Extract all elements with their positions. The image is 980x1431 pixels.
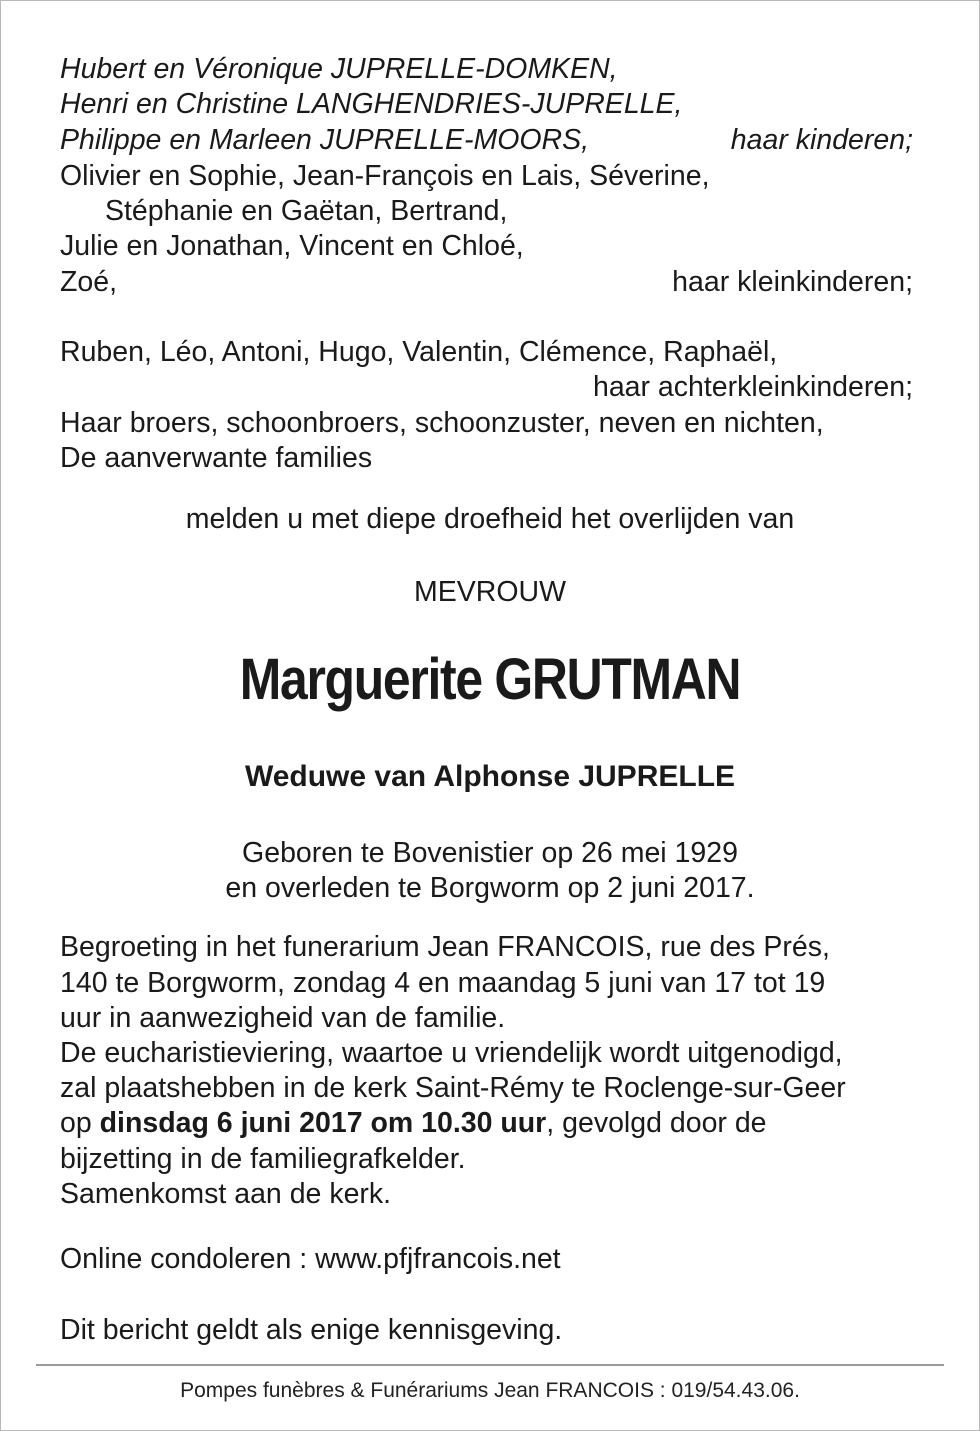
child-line-2: Henri en Christine LANGHENDRIES-JUPRELLE,	[60, 88, 683, 120]
relatives-line-2: De aanverwante families	[60, 442, 373, 474]
great-grandchild-line: Ruben, Léo, Antoni, Hugo, Valentin, Clémence, Raphaël,	[60, 336, 778, 368]
details-line-6-suffix: , gevolgd door de	[546, 1107, 767, 1139]
details-line-4: De eucharistieviering, waartoe u vriendelijk wordt uitgenodigd,	[60, 1037, 843, 1069]
details-line-3: uur in aanwezigheid van de familie.	[60, 1002, 506, 1034]
details-line-8: Samenkomst aan de kerk.	[60, 1178, 392, 1210]
child-line-1: Hubert en Véronique JUPRELLE-DOMKEN,	[60, 53, 618, 85]
child-line-3: Philippe en Marleen JUPRELLE-MOORS,	[60, 124, 590, 156]
footer-divider	[36, 1364, 944, 1366]
details-line-6-prefix: op	[60, 1107, 100, 1139]
details-line-6	[60, 1106, 767, 1141]
deceased-name: Marguerite GRUTMAN	[239, 647, 741, 712]
condolence-link: Online condoleren : www.pfjfrancois.net	[60, 1243, 561, 1275]
grandchild-line-3: Julie en Jonathan, Vincent en Chloé,	[60, 230, 524, 262]
announcement: melden u met diepe droefheid het overlijden van	[185, 503, 795, 535]
grandchild-line-1: Olivier en Sophie, Jean-François en Lais, Séverine,	[60, 160, 710, 192]
birth-line: Geboren te Bovenistier op 26 mei 1929	[242, 837, 738, 869]
details-line-1: Begroeting in het funerarium Jean FRANCOIS, rue des Prés,	[60, 931, 830, 963]
footer: Pompes funèbres & Funérariums Jean FRANCOIS : 019/54.43.06.	[180, 1379, 800, 1402]
great-grandchildren-relation: haar achterkleinkinderen;	[592, 371, 913, 403]
ceremony-date: dinsdag 6 juni 2017 om 10.30 uur	[99, 1107, 547, 1139]
grandchild-line-2: Stéphanie en Gaëtan, Bertrand,	[105, 195, 508, 227]
children-relation: haar kinderen;	[730, 124, 913, 156]
grandchildren-relation: haar kleinkinderen;	[672, 266, 913, 298]
death-line: en overleden te Borgworm op 2 juni 2017.	[225, 872, 755, 904]
details-line-5: zal plaatshebben in de kerk Saint-Rémy te Roclenge-sur-Geer	[60, 1072, 846, 1104]
notice-text: Dit bericht geldt als enige kennisgeving.	[60, 1314, 563, 1346]
details-line-7: bijzetting in de familiegrafkelder.	[60, 1143, 466, 1175]
relatives-line-1: Haar broers, schoonbroers, schoonzuster, neven en nichten,	[60, 407, 824, 439]
widow-of: Weduwe van Alphonse JUPRELLE	[244, 760, 736, 793]
grandchild-line-4: Zoé,	[60, 266, 118, 298]
honorific: MEVROUW	[414, 576, 566, 608]
details-line-2: 140 te Borgworm, zondag 4 en maandag 5 juni van 17 tot 19	[60, 967, 826, 999]
